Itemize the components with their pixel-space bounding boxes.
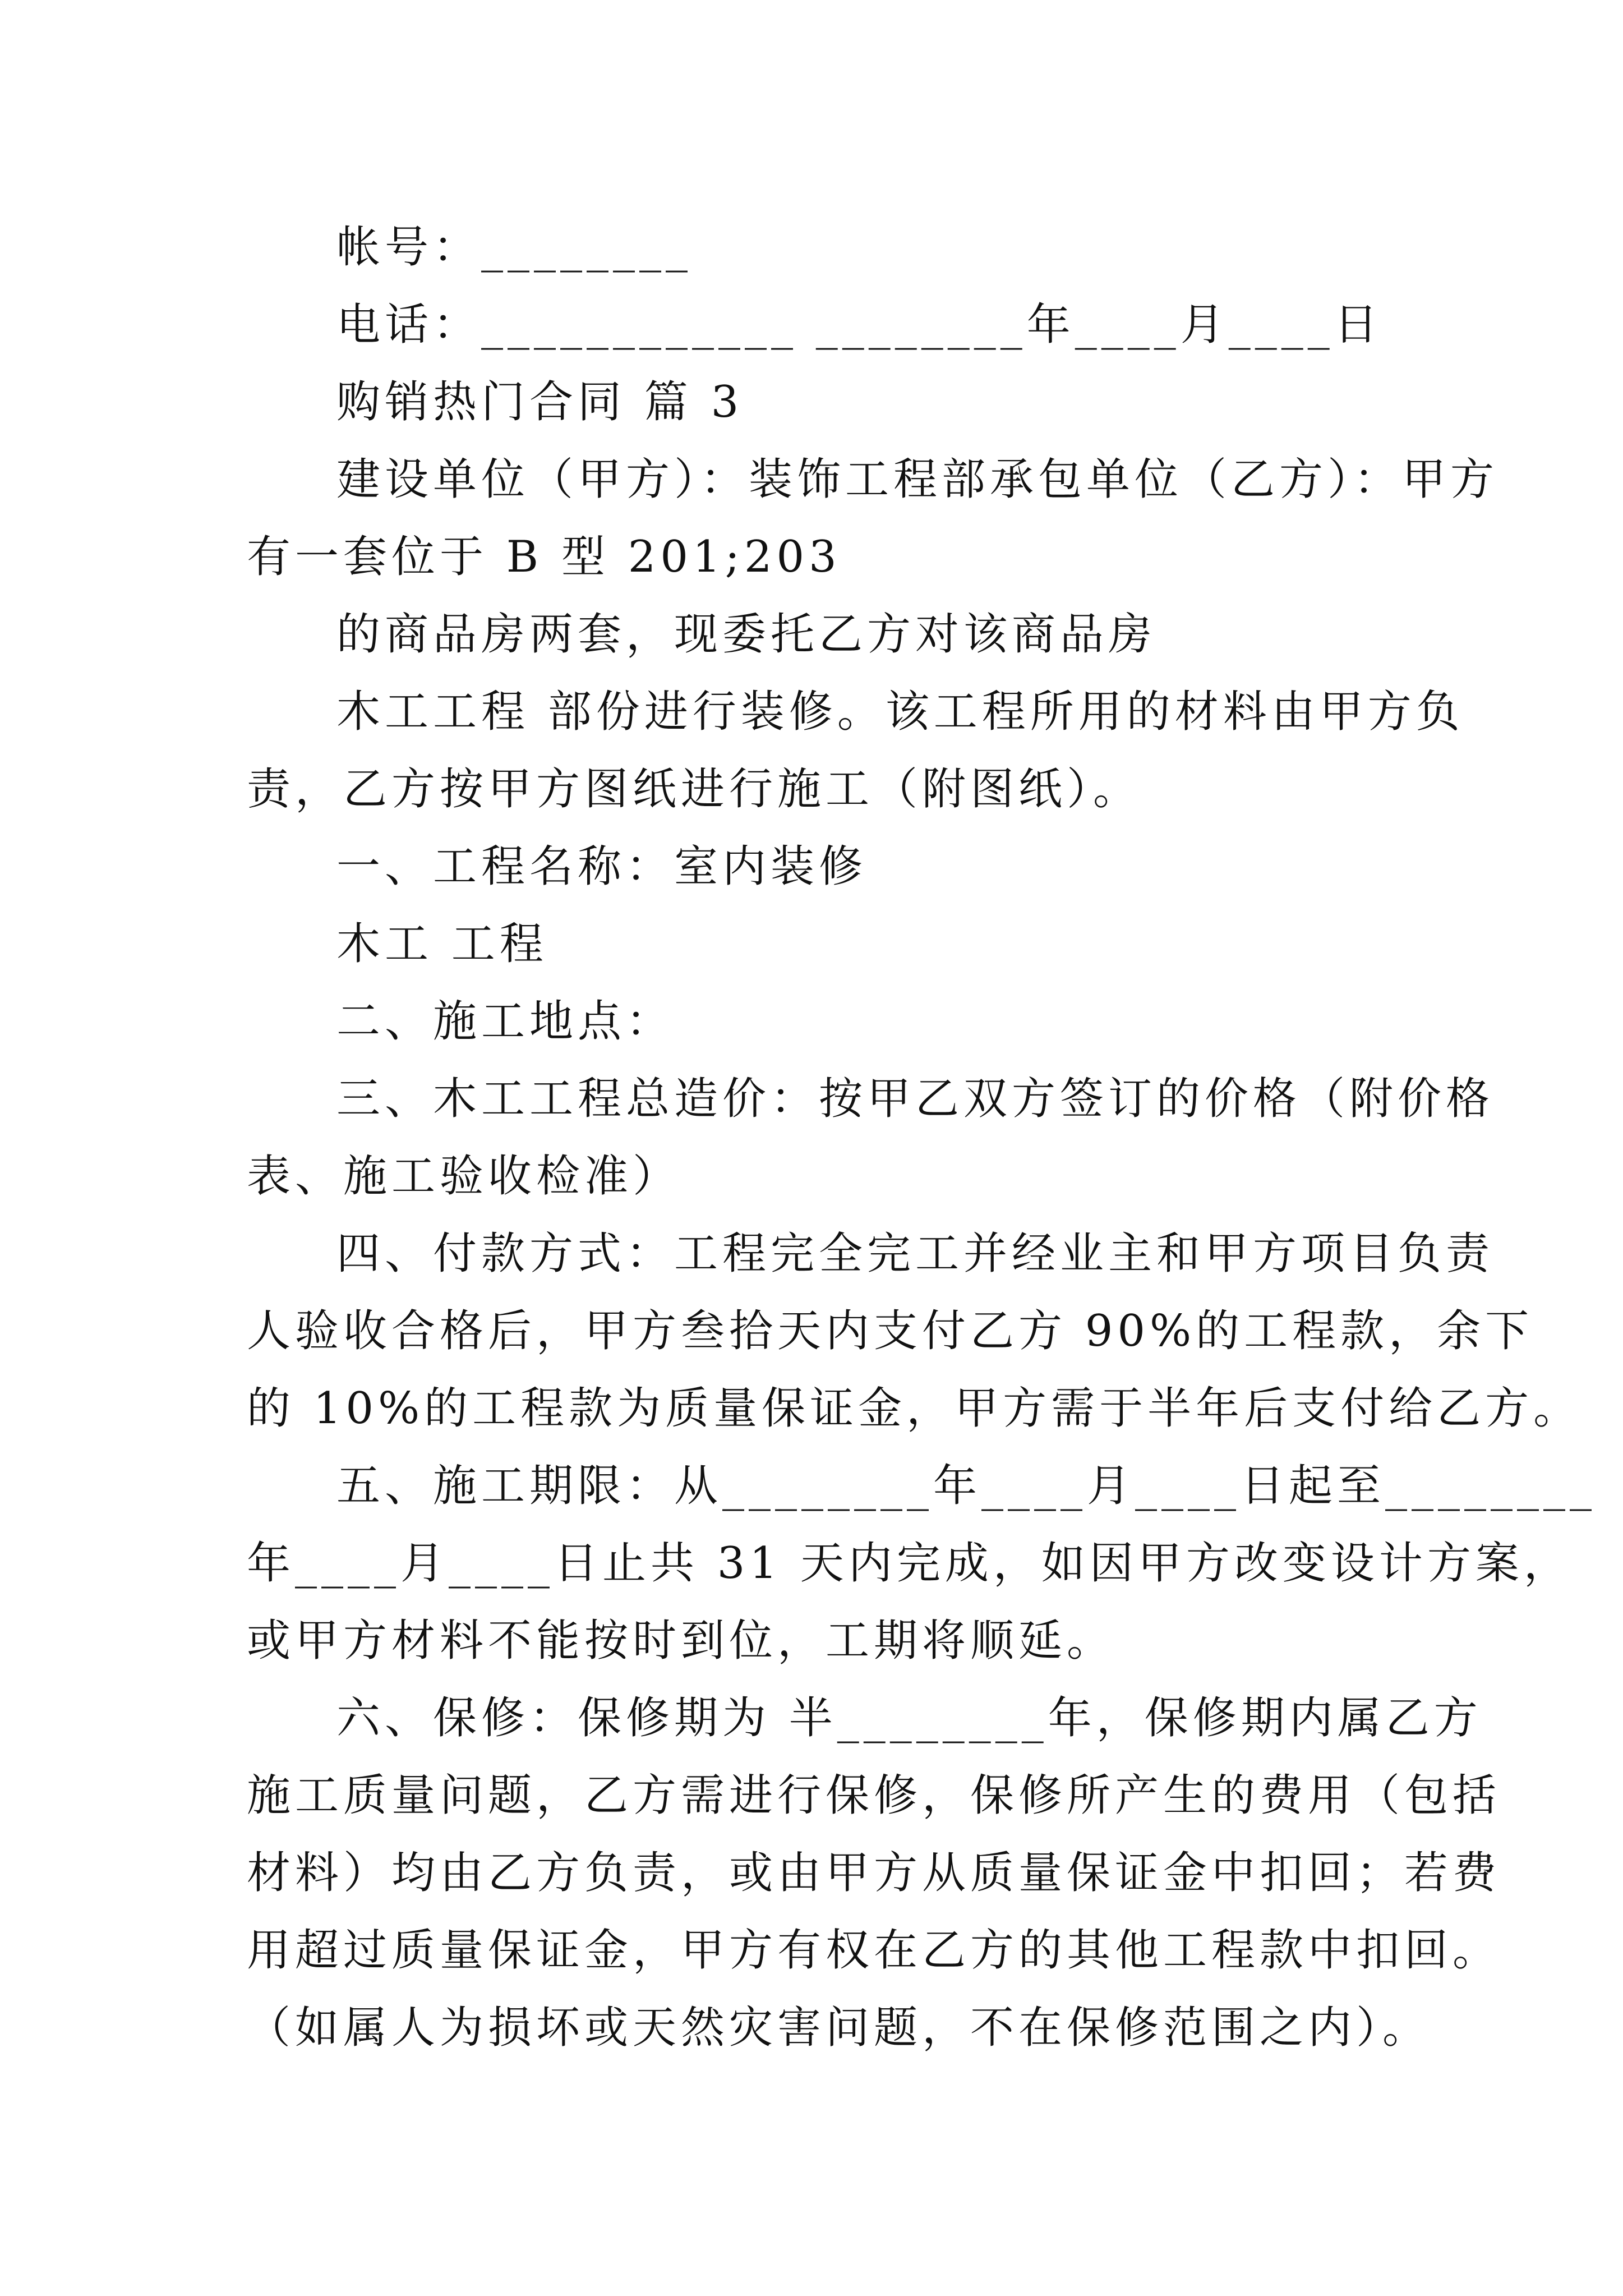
- paragraph-line: 年____月____日止共 31 天内完成，如因甲方改变设计方案，: [247, 1538, 1572, 1589]
- paragraph-line: 木工 工程: [336, 919, 548, 969]
- paragraph-line: 责，乙方按甲方图纸进行施工（附图纸）。: [247, 764, 1142, 815]
- clause-heading: 六、保修：保修期为 半________年，保修期内属乙方: [336, 1693, 1482, 1743]
- paragraph-line: 有一套位于 B 型 201;203: [247, 532, 841, 582]
- paragraph-line: 或甲方材料不能按时到位，工期将顺延。: [247, 1616, 1115, 1666]
- phone-date-line: 电话：____________ ________年____月____日: [336, 300, 1382, 350]
- paragraph-line: 材料）均由乙方负责，或由甲方从质量保证金中扣回；若费: [247, 1848, 1501, 1898]
- paragraph-line: 建设单位（甲方）：装饰工程部承包单位（乙方）：甲方: [336, 454, 1499, 505]
- paragraph-line: 施工质量问题，乙方需进行保修，保修所产生的费用（包括: [247, 1770, 1501, 1821]
- paragraph-line: 表、施工验收检准）: [247, 1151, 681, 1202]
- clause-heading: 一、工程名称：室内装修: [336, 841, 868, 892]
- clause-heading: 四、付款方式：工程完全完工并经业主和甲方项目负责: [336, 1228, 1495, 1279]
- clause-heading: 二、施工地点：: [336, 996, 675, 1047]
- clause-heading: 五、施工期限：从________年____月____日起至________: [336, 1461, 1597, 1511]
- document-body: [247, 209, 1597, 2067]
- clause-heading: 三、木工工程总造价：按甲乙双方签订的价格（附价格: [336, 1074, 1495, 1124]
- paragraph-line: 木工工程 部份进行装修。该工程所用的材料由甲方负: [336, 687, 1464, 737]
- paragraph-line: 的商品房两套，现委托乙方对该商品房: [336, 609, 1157, 660]
- paragraph-line: （如属人为损坏或天然灾害问题，不在保修范围之内）。: [247, 2003, 1431, 2053]
- section-title: 购销热门合同 篇 3: [336, 377, 744, 427]
- account-line: 帐号：________: [336, 222, 693, 273]
- paragraph-line: 的 10%的工程款为质量保证金，甲方需于半年后支付给乙方。: [247, 1383, 1582, 1434]
- paragraph-line: 人验收合格后，甲方叁拾天内支付乙方 90%的工程款，余下: [247, 1306, 1534, 1356]
- paragraph-line: 用超过质量保证金，甲方有权在乙方的其他工程款中扣回。: [247, 1925, 1501, 1976]
